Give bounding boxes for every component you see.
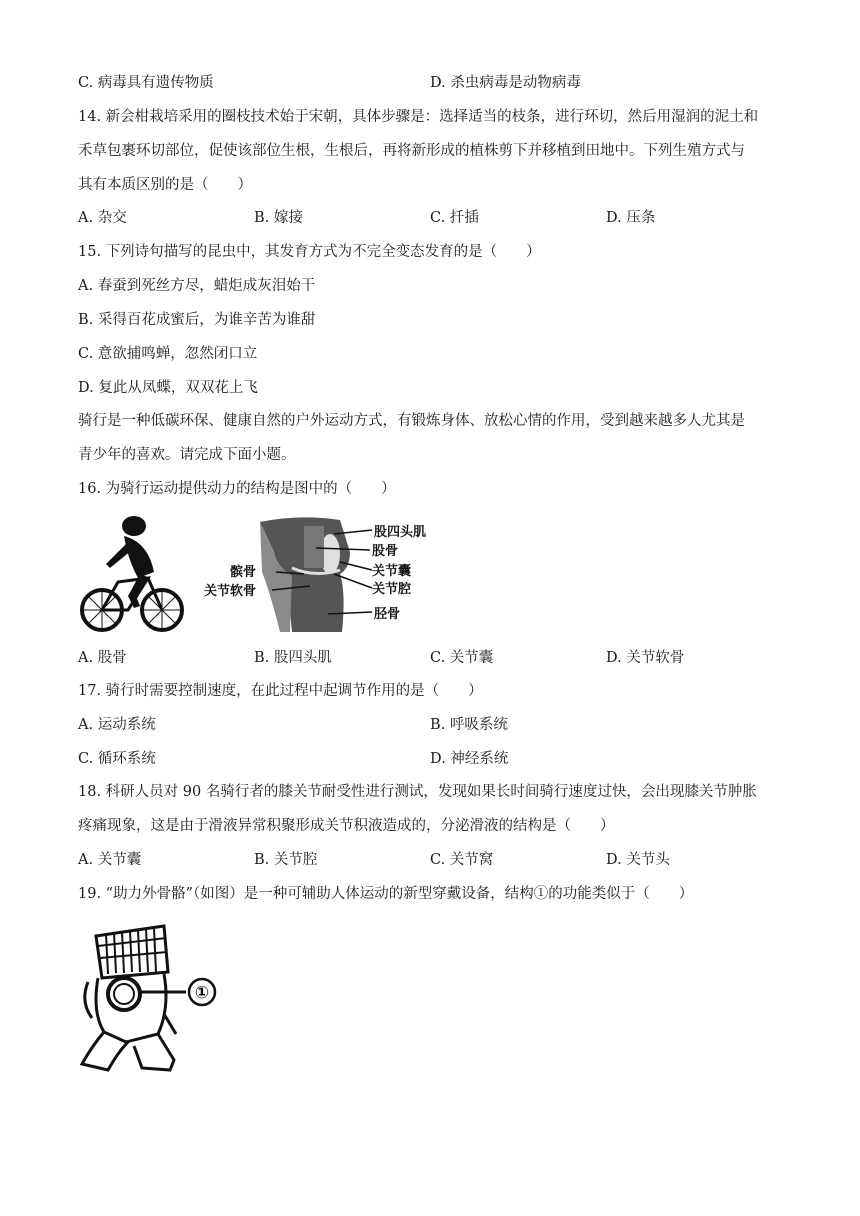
q14-option-d: D. 压条 — [606, 210, 656, 226]
q16-option-a: A. 股骨 — [78, 650, 127, 666]
q15-option-b: B. 采得百花成蜜后，为谁辛苦为谁甜 — [78, 312, 316, 328]
q18-option-a: A. 关节囊 — [78, 852, 142, 868]
q18-stem-line2: 疼痛现象，这是由于滑液异常积聚形成关节积液造成的，分泌滑液的结构是（ ） — [78, 818, 615, 834]
q14-option-a: A. 杂交 — [78, 210, 127, 226]
cyclist-figure — [78, 512, 186, 634]
q14-option-c: C. 扦插 — [430, 210, 479, 226]
q17-option-a: A. 运动系统 — [78, 717, 156, 733]
q18-option-d: D. 关节头 — [606, 852, 670, 868]
q18-option-c: C. 关节窝 — [430, 852, 494, 868]
q14-stem-line2: 禾草包裹环切部位，促使该部位生根，生根后，再将新形成的植株剪下并移植到田地中。下列生殖方式与 — [78, 143, 745, 159]
q16-option-b: B. 股四头肌 — [254, 650, 332, 666]
q17-option-c: C. 循环系统 — [78, 751, 156, 767]
label-femur: 股骨 — [372, 544, 399, 559]
q15-stem: 15. 下列诗句描写的昆虫中，其发育方式为不完全变态发育的是（ ） — [78, 244, 541, 260]
exoskeleton-figure — [78, 922, 223, 1074]
label-tibia: 胫骨 — [374, 607, 401, 622]
label-articular-cartilage: 关节软骨 — [204, 584, 257, 599]
q17-option-b: B. 呼吸系统 — [430, 717, 508, 733]
label-quadriceps: 股四头肌 — [374, 525, 427, 540]
q16-option-c: C. 关节囊 — [430, 650, 494, 666]
q15-option-c: C. 意欲捕鸣蝉，忽然闭口立 — [78, 346, 258, 362]
q15-option-a: A. 春蚕到死丝方尽，蜡炬成灰泪始干 — [78, 278, 316, 294]
q18-stem-line1: 18. 科研人员对 90 名骑行者的膝关节耐受性进行测试，发现如果长时间骑行速度过快，会出现膝关节肿胀 — [78, 784, 757, 800]
intro-line2: 青少年的喜欢。请完成下面小题。 — [78, 447, 296, 463]
q13-option-c: C. 病毒具有遗传物质 — [78, 75, 214, 91]
knee-joint-figure — [200, 512, 445, 634]
label-patella: 髌骨 — [230, 565, 257, 580]
q14-option-b: B. 嫁接 — [254, 210, 303, 226]
label-joint-cavity: 关节腔 — [372, 582, 412, 597]
q14-stem-line3: 其有本质区别的是（ ） — [78, 177, 252, 193]
q13-option-d: D. 杀虫病毒是动物病毒 — [430, 75, 581, 91]
label-joint-capsule: 关节囊 — [372, 564, 412, 579]
q18-option-b: B. 关节腔 — [254, 852, 318, 868]
q16-stem: 16. 为骑行运动提供动力的结构是图中的（ ） — [78, 481, 396, 497]
q17-option-d: D. 神经系统 — [430, 751, 509, 767]
q17-stem: 17. 骑行时需要控制速度，在此过程中起调节作用的是（ ） — [78, 683, 483, 699]
marker-1: ① — [194, 983, 210, 1003]
q16-option-d: D. 关节软骨 — [606, 650, 685, 666]
intro-line1: 骑行是一种低碳环保、健康自然的户外运动方式，有锻炼身体、放松心情的作用，受到越来越多人尤其是 — [78, 413, 745, 429]
q19-stem: 19. “助力外骨骼”（如图）是一种可辅助人体运动的新型穿戴设备，结构①的功能类似于（ ） — [78, 886, 694, 902]
q15-option-d: D. 复此从凤蝶，双双花上飞 — [78, 380, 258, 396]
q14-stem-line1: 14. 新会柑栽培采用的圈枝技术始于宋朝，具体步骤是：选择适当的枝条，进行环切，然后用湿润的泥土和 — [78, 109, 759, 125]
